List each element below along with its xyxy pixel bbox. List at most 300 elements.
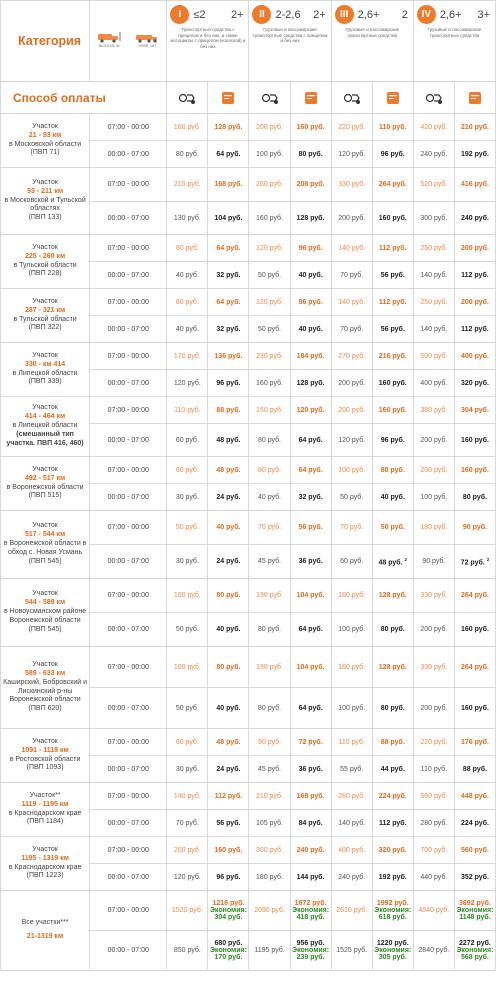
cash-price bbox=[413, 397, 454, 424]
price-value: 80 руб. bbox=[257, 626, 282, 633]
price-value: 30 руб. bbox=[175, 493, 199, 501]
cash-price bbox=[331, 613, 372, 647]
card-price bbox=[372, 141, 413, 168]
time-range: 07:00 - 00:00 bbox=[90, 343, 167, 370]
price-value: 130 руб. bbox=[256, 663, 284, 671]
class-1-header bbox=[167, 1, 249, 82]
cash-price bbox=[413, 756, 454, 783]
segment-line: в Тульской области bbox=[13, 315, 77, 323]
segment-line: в Тульской области bbox=[13, 261, 77, 269]
card-price bbox=[372, 484, 413, 511]
card-total bbox=[454, 931, 495, 971]
time-range: 07:00 - 00:00 bbox=[90, 457, 167, 484]
card-price bbox=[208, 688, 249, 729]
card-price bbox=[372, 289, 413, 316]
price-value: 90 руб. bbox=[462, 524, 487, 531]
tariff-row bbox=[1, 457, 496, 484]
tariff-row bbox=[1, 511, 496, 545]
price-value: 160 руб. bbox=[173, 123, 201, 131]
card-price bbox=[372, 316, 413, 343]
cash-price bbox=[167, 168, 208, 202]
cash-price bbox=[167, 837, 208, 864]
segment-cell bbox=[1, 168, 90, 235]
price-value: 80 руб. bbox=[175, 244, 199, 252]
car-axles-icon bbox=[134, 31, 160, 48]
price-value: 64 руб. bbox=[216, 298, 241, 306]
price-value: 170 руб. bbox=[173, 352, 201, 360]
segment-line: в Липецкой области bbox=[12, 422, 78, 430]
cash-price bbox=[167, 316, 208, 343]
price-value: 220 руб. bbox=[420, 738, 448, 746]
price-value: 210 руб. bbox=[173, 181, 201, 188]
card-total-value: 1216 руб. bbox=[212, 900, 245, 907]
segment-cell bbox=[1, 579, 90, 647]
price-value: 380 руб. bbox=[420, 406, 448, 414]
price-value: 200 руб. bbox=[420, 626, 448, 633]
class-badge: III bbox=[335, 5, 354, 24]
price-value: 180 руб. bbox=[256, 873, 284, 881]
price-value: 300 руб. bbox=[420, 214, 448, 222]
card-price bbox=[208, 168, 249, 202]
segment-line: 414 - 464 км bbox=[24, 413, 66, 421]
cash-total: 4840 руб. bbox=[413, 891, 454, 931]
price-value: 110 руб. bbox=[338, 738, 365, 746]
price-value: 40 руб. bbox=[216, 524, 241, 531]
price-value: 440 руб. bbox=[420, 873, 448, 881]
economy-block bbox=[373, 947, 413, 961]
cash-price bbox=[249, 289, 290, 316]
card-price bbox=[454, 235, 495, 262]
card-price bbox=[454, 424, 495, 457]
segment-line: (ПВП 620) bbox=[28, 705, 62, 713]
cash-price bbox=[331, 202, 372, 235]
cash-price bbox=[413, 579, 454, 613]
segment-cell bbox=[1, 511, 90, 579]
segment-line: 21 - 93 км bbox=[28, 131, 62, 139]
card-price bbox=[454, 729, 495, 756]
card-price bbox=[208, 262, 249, 289]
card-price bbox=[372, 235, 413, 262]
segment-line: (ПВП 545) bbox=[28, 557, 62, 565]
economy-label: Экономия: bbox=[374, 907, 412, 914]
price-value: 140 руб. bbox=[420, 325, 448, 333]
card-price bbox=[208, 370, 249, 397]
cash-price bbox=[331, 688, 372, 729]
cash-price bbox=[249, 613, 290, 647]
class-description: Грузовые и пассажирские транспортные средства bbox=[427, 27, 482, 38]
card-price bbox=[208, 235, 249, 262]
card-price bbox=[454, 613, 495, 647]
cash-price bbox=[331, 545, 372, 579]
time-range: 07:00 - 00:00 bbox=[90, 397, 167, 424]
segment-line: Участок bbox=[32, 243, 58, 251]
cash-price bbox=[413, 729, 454, 756]
cash-price bbox=[167, 262, 208, 289]
price-value: 30 руб. bbox=[175, 558, 199, 565]
time-range: 07:00 - 00:00 bbox=[90, 783, 167, 810]
price-value: 140 руб. bbox=[338, 244, 366, 252]
card-price bbox=[454, 837, 495, 864]
economy-label: Экономия: bbox=[292, 947, 330, 954]
card-price bbox=[208, 424, 249, 457]
segment-line: Участок bbox=[32, 297, 58, 305]
economy-label: Экономия: bbox=[456, 947, 494, 954]
time-range: 00:00 - 07:00 bbox=[90, 370, 167, 397]
cash-payment-icon bbox=[167, 82, 208, 114]
segment-line: Участок bbox=[32, 465, 58, 473]
price-value: 100 руб. bbox=[173, 592, 201, 599]
price-value: 80 руб. bbox=[462, 493, 487, 501]
card-price bbox=[454, 756, 495, 783]
economy-amount: 1148 руб. bbox=[459, 914, 491, 921]
time-range: 07:00 - 00:00 bbox=[90, 235, 167, 262]
cash-total: 2090 руб. bbox=[249, 891, 290, 931]
price-value: 264 руб. bbox=[460, 663, 489, 671]
price-value: 160 руб. bbox=[296, 123, 325, 131]
economy-amount: 568 руб. bbox=[460, 954, 489, 961]
price-value: 416 руб. bbox=[460, 181, 489, 188]
price-value: 224 руб. bbox=[378, 792, 407, 800]
segment-cell bbox=[1, 729, 90, 783]
card-price bbox=[290, 837, 331, 864]
segment-cell bbox=[1, 289, 90, 343]
price-value: 560 руб. bbox=[420, 792, 448, 800]
class-height: ≤2 bbox=[193, 8, 206, 21]
cash-payment-icon bbox=[413, 82, 454, 114]
price-value: 352 руб. bbox=[460, 873, 489, 881]
price-value: 64 руб. bbox=[298, 626, 323, 633]
card-price bbox=[454, 141, 495, 168]
time-range: 00:00 - 07:00 bbox=[90, 484, 167, 511]
segment-line: Участок bbox=[32, 351, 58, 359]
card-price bbox=[290, 688, 331, 729]
cash-price bbox=[331, 289, 372, 316]
economy-block bbox=[208, 907, 248, 921]
price-value: 40 руб. bbox=[216, 626, 241, 633]
card-price bbox=[454, 397, 495, 424]
class-axles: 2 bbox=[401, 8, 408, 21]
cash-price bbox=[167, 647, 208, 688]
cash-price bbox=[167, 397, 208, 424]
cash-price bbox=[413, 837, 454, 864]
price-value: 100 руб. bbox=[420, 493, 448, 501]
payment-method-label: Способ оплаты bbox=[1, 82, 167, 114]
time-range: 07:00 - 00:00 bbox=[90, 729, 167, 756]
economy-amount: 170 руб. bbox=[214, 954, 243, 961]
transponder-card-icon bbox=[454, 82, 495, 114]
cash-price bbox=[413, 370, 454, 397]
cash-price bbox=[331, 729, 372, 756]
price-value: 200 руб. bbox=[420, 436, 448, 444]
class-badge: IV bbox=[417, 5, 436, 24]
card-price bbox=[290, 316, 331, 343]
price-value: 30 руб. bbox=[175, 765, 199, 773]
card-price bbox=[454, 864, 495, 891]
card-price bbox=[454, 545, 495, 579]
price-value: 60 руб. bbox=[340, 558, 364, 565]
time-range: 07:00 - 00:00 bbox=[90, 891, 167, 931]
card-price bbox=[208, 783, 249, 810]
time-range: 07:00 - 00:00 bbox=[90, 647, 167, 688]
price-value: 240 руб. bbox=[420, 150, 448, 158]
card-price bbox=[290, 756, 331, 783]
price-value: 70 руб. bbox=[257, 524, 282, 531]
card-price bbox=[372, 262, 413, 289]
transponder-card-icon bbox=[372, 82, 413, 114]
card-price bbox=[208, 343, 249, 370]
segment-line: Участок bbox=[32, 660, 58, 668]
card-price bbox=[454, 810, 495, 837]
cash-price bbox=[249, 424, 290, 457]
segment-cell bbox=[1, 397, 90, 457]
cash-price bbox=[167, 141, 208, 168]
cash-price bbox=[167, 457, 208, 484]
time-range: 07:00 - 00:00 bbox=[90, 837, 167, 864]
tariff-row bbox=[1, 579, 496, 613]
economy-block bbox=[208, 947, 248, 961]
class-axles: 2+ bbox=[313, 8, 326, 21]
class-axles: 3+ bbox=[477, 8, 490, 21]
segment-cell bbox=[1, 114, 90, 168]
price-value: 240 руб. bbox=[338, 873, 366, 881]
price-value: 105 руб. bbox=[256, 819, 284, 827]
price-value: 264 руб. bbox=[460, 592, 489, 599]
class-4-header bbox=[413, 1, 495, 82]
time-range: 00:00 - 07:00 bbox=[90, 864, 167, 891]
cash-price bbox=[167, 343, 208, 370]
cash-payment-icon bbox=[249, 82, 290, 114]
card-price bbox=[208, 837, 249, 864]
price-value: 112 руб. bbox=[378, 298, 407, 306]
cash-price bbox=[331, 235, 372, 262]
cash-price bbox=[413, 343, 454, 370]
card-price bbox=[290, 424, 331, 457]
card-price bbox=[454, 457, 495, 484]
card-price bbox=[372, 783, 413, 810]
card-price bbox=[208, 613, 249, 647]
price-value: 70 руб. bbox=[340, 271, 364, 279]
card-total bbox=[208, 931, 249, 971]
cash-price bbox=[167, 729, 208, 756]
card-price bbox=[372, 343, 413, 370]
price-value: 80 руб. bbox=[298, 150, 323, 158]
cash-price bbox=[249, 114, 290, 141]
header-row bbox=[1, 1, 496, 82]
cash-price bbox=[331, 141, 372, 168]
time-range: 00:00 - 07:00 bbox=[90, 141, 167, 168]
price-value: 320 руб. bbox=[378, 846, 407, 854]
card-price bbox=[372, 647, 413, 688]
cash-price bbox=[167, 756, 208, 783]
price-value: 130 руб. bbox=[173, 214, 201, 222]
price-value: 40 руб. bbox=[298, 325, 323, 333]
price-value: 24 руб. bbox=[216, 765, 241, 773]
cash-total: 850 руб. bbox=[167, 931, 208, 971]
segment-line: 544 - 589 км bbox=[24, 599, 66, 607]
cash-price bbox=[167, 810, 208, 837]
card-price bbox=[454, 688, 495, 729]
segment-line: (ПВП 1223) bbox=[26, 872, 64, 880]
price-value: 100 руб. bbox=[173, 663, 201, 671]
price-value: 36 руб. bbox=[298, 765, 323, 773]
tariff-row bbox=[1, 235, 496, 262]
price-value: 96 руб. bbox=[380, 436, 405, 444]
price-value: 45 руб. bbox=[257, 558, 282, 565]
price-value: 112 руб. bbox=[378, 819, 407, 827]
price-value: 230 руб. bbox=[256, 352, 284, 360]
price-value: 210 руб. bbox=[256, 792, 284, 800]
price-value: 70 руб. bbox=[340, 524, 364, 531]
cash-price bbox=[249, 783, 290, 810]
segment-cell bbox=[1, 783, 90, 837]
economy-block bbox=[455, 907, 495, 921]
price-value: 55 руб. bbox=[340, 765, 364, 773]
tariff-row bbox=[1, 343, 496, 370]
price-value: 88 руб. bbox=[380, 738, 405, 746]
price-value: 100 руб. bbox=[256, 150, 284, 158]
card-total bbox=[372, 931, 413, 971]
segment-line: (ПВП 228) bbox=[28, 270, 62, 278]
time-range: 07:00 - 00:00 bbox=[90, 289, 167, 316]
segment-line: в Московской и Тульской областях bbox=[4, 196, 86, 213]
price-value: 32 руб. bbox=[216, 271, 241, 279]
price-value: 36 руб. bbox=[298, 558, 323, 565]
segment-line: 21-1319 км bbox=[26, 933, 64, 940]
price-value: 168 руб. bbox=[296, 792, 325, 800]
price-value: 180 руб. bbox=[420, 524, 448, 531]
price-value: 40 руб. bbox=[380, 493, 405, 501]
price-value: 192 руб. bbox=[460, 150, 489, 158]
price-value: 240 руб. bbox=[460, 214, 489, 222]
price-value: 140 руб. bbox=[420, 271, 448, 279]
cash-price bbox=[331, 424, 372, 457]
segment-line: 1119 - 1195 км bbox=[21, 800, 69, 808]
card-price bbox=[208, 316, 249, 343]
price-value: 192 руб. bbox=[378, 873, 407, 881]
cash-price bbox=[331, 484, 372, 511]
price-value: 60 руб. bbox=[175, 738, 199, 746]
card-price bbox=[290, 397, 331, 424]
card-price bbox=[454, 579, 495, 613]
price-value: 88 руб. bbox=[462, 765, 487, 773]
price-value: 120 руб. bbox=[338, 436, 366, 444]
card-price bbox=[290, 343, 331, 370]
price-value: 40 руб. bbox=[298, 271, 323, 279]
cash-total: 2610 руб. bbox=[331, 891, 372, 931]
price-value: 216 руб. bbox=[378, 352, 407, 360]
segment-line: в Липецкой области bbox=[12, 369, 78, 377]
time-range: 00:00 - 07:00 bbox=[90, 613, 167, 647]
segment-line: Все участки*** bbox=[21, 919, 69, 927]
price-value: 160 руб. bbox=[460, 626, 489, 633]
card-price bbox=[208, 511, 249, 545]
economy-block bbox=[455, 947, 495, 961]
segment-line: (ПВП 133) bbox=[28, 214, 62, 222]
card-price bbox=[372, 613, 413, 647]
segment-line: в Новоусманском районе Воронежской области bbox=[3, 608, 87, 624]
price-value: 330 руб. bbox=[420, 663, 448, 671]
card-price bbox=[208, 810, 249, 837]
price-value: 560 руб. bbox=[460, 846, 489, 854]
cash-price bbox=[249, 729, 290, 756]
cash-price bbox=[331, 810, 372, 837]
price-value: 140 руб. bbox=[173, 792, 201, 800]
price-value: 136 руб. bbox=[214, 352, 243, 360]
cash-price bbox=[413, 235, 454, 262]
segment-line: Участок bbox=[32, 737, 58, 745]
segment-line: в Воронежской области в обход с. Новая Усмань bbox=[3, 540, 87, 556]
transponder-card-icon bbox=[208, 82, 249, 114]
cash-price bbox=[249, 397, 290, 424]
cash-total: 1520 руб. bbox=[167, 891, 208, 931]
price-value: 330 руб. bbox=[338, 181, 366, 188]
card-price bbox=[372, 579, 413, 613]
segment-line: 225 - 260 км bbox=[24, 252, 66, 260]
price-value: 48 руб. bbox=[216, 466, 241, 474]
cash-price bbox=[331, 579, 372, 613]
price-value: 140 руб. bbox=[338, 298, 366, 306]
price-value: 270 руб. bbox=[338, 352, 366, 360]
price-value: 120 руб. bbox=[173, 873, 201, 881]
all-segments-cell bbox=[1, 891, 90, 971]
economy-block bbox=[373, 907, 413, 921]
price-value: 700 руб. bbox=[420, 846, 448, 854]
cash-total: 1195 руб. bbox=[249, 931, 290, 971]
card-price bbox=[290, 810, 331, 837]
card-price bbox=[372, 202, 413, 235]
card-price bbox=[208, 756, 249, 783]
price-value: 500 руб. bbox=[420, 352, 448, 360]
card-price bbox=[208, 579, 249, 613]
time-range: 00:00 - 07:00 bbox=[90, 202, 167, 235]
segment-line: Участок bbox=[32, 404, 58, 412]
card-price bbox=[372, 688, 413, 729]
card-price bbox=[208, 864, 249, 891]
segment-line: Участок bbox=[32, 522, 58, 530]
segment-line: (ПВП 545) bbox=[28, 625, 62, 633]
economy-label: Экономия: bbox=[292, 907, 330, 914]
segment-line: (ПВП 515) bbox=[28, 492, 62, 500]
price-value: 128 руб. bbox=[296, 214, 325, 222]
card-price bbox=[290, 729, 331, 756]
cash-price bbox=[249, 262, 290, 289]
cash-price bbox=[167, 864, 208, 891]
price-value: 200 руб. bbox=[460, 298, 489, 306]
cash-price bbox=[413, 141, 454, 168]
price-value: 448 руб. bbox=[460, 792, 489, 800]
price-value: 80 руб. bbox=[175, 150, 199, 158]
time-range: 00:00 - 07:00 bbox=[90, 262, 167, 289]
cash-price bbox=[167, 613, 208, 647]
card-price bbox=[372, 457, 413, 484]
card-price bbox=[290, 289, 331, 316]
price-value: 84 руб. bbox=[298, 819, 323, 827]
segment-line: 287 - 321 км bbox=[24, 306, 66, 314]
card-price bbox=[208, 141, 249, 168]
card-price bbox=[290, 114, 331, 141]
segment-line: Каширский, Бобровский и Лискинский р-ны Воронежской области bbox=[3, 678, 87, 704]
card-price bbox=[454, 370, 495, 397]
price-value: 80 руб. bbox=[380, 466, 405, 474]
price-value: 24 руб. bbox=[216, 493, 241, 501]
cash-price bbox=[413, 810, 454, 837]
price-value: 40 руб. bbox=[216, 704, 241, 712]
card-total-value: 1992 руб. bbox=[376, 900, 409, 907]
price-value: 56 руб. bbox=[298, 524, 323, 531]
tariff-row bbox=[1, 729, 496, 756]
card-price bbox=[290, 613, 331, 647]
economy-amount: 618 руб. bbox=[378, 914, 407, 921]
